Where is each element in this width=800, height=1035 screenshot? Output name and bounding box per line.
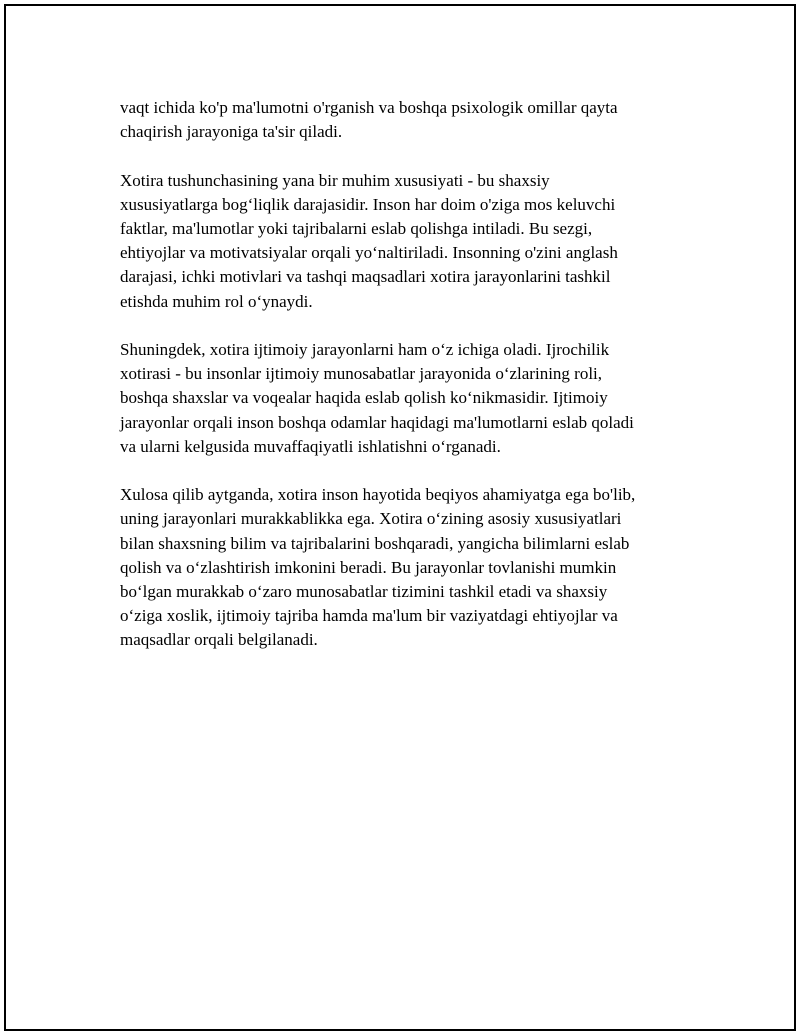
text-line: boshqa shaxslar va voqealar haqida eslab qolish ko‘nikmasidir. Ijtimoiy	[120, 388, 608, 408]
text-line: Xulosa qilib aytganda, xotira inson hayotida beqiyos ahamiyatga ega bo'lib,	[120, 485, 636, 505]
text-line: etishda muhim rol o‘ynaydi.	[120, 291, 313, 311]
text-line: maqsadlar orqali belgilanadi.	[120, 630, 318, 650]
text-line: vaqt ichida ko'p ma'lumotni o'rganish va boshqa psixologik omillar qayta	[120, 98, 618, 117]
text-line: bilan shaxsning bilim va tajribalarini boshqaradi, yangicha bilimlarni eslab	[120, 533, 630, 553]
text-line: uning jarayonlari murakkablikka ega. Xotira o‘zining asosiy xususiyatlari	[120, 509, 622, 529]
paragraph-3	[120, 338, 680, 459]
document-body	[120, 96, 680, 653]
text-line: ehtiyojlar va motivatsiyalar orqali yo‘naltiriladi. Insonning o'zini anglash	[120, 243, 618, 263]
text-line: Shuningdek, xotira ijtimoiy jarayonlarni ham o‘z ichiga oladi. Ijrochilik	[120, 340, 610, 359]
document-page	[4, 4, 796, 1031]
text-line: faktlar, ma'lumotlar yoki tajribalarni eslab qolishga intiladi. Bu sezgi,	[120, 219, 593, 238]
text-line: o‘ziga xoslik, ijtimoiy tajriba hamda ma'lum bir vaziyatdagi ehtiyojlar va	[120, 606, 618, 626]
text-line: xotirasi - bu insonlar ijtimoiy munosabatlar jarayonida o‘zlarining roli,	[120, 364, 603, 384]
paragraph-1	[120, 96, 680, 144]
text-line: bo‘lgan murakkab o‘zaro munosabatlar tizimini tashkil etadi va shaxsiy	[120, 582, 608, 602]
text-line: Xotira tushunchasining yana bir muhim xususiyati - bu shaxsiy	[120, 170, 550, 190]
text-line: chaqirish jarayoniga ta'sir qiladi.	[120, 122, 343, 142]
paragraph-2	[120, 169, 680, 314]
text-line: va ularni kelgusida muvaffaqiyatli ishlatishni o‘rganadi.	[120, 436, 501, 456]
text-line: qolish va o‘zlashtirish imkonini beradi. Bu jarayonlar tovlanishi mumkin	[120, 557, 617, 577]
text-line: jarayonlar orqali inson boshqa odamlar haqidagi ma'lumotlarni eslab qoladi	[120, 412, 634, 432]
text-line: darajasi, ichki motivlari va tashqi maqsadlari xotira jarayonlarini tashkil	[120, 267, 611, 287]
text-line: xususiyatlarga bog‘liqlik darajasidir. Inson har doim o'ziga mos keluvchi	[120, 194, 616, 214]
paragraph-4	[120, 483, 680, 652]
